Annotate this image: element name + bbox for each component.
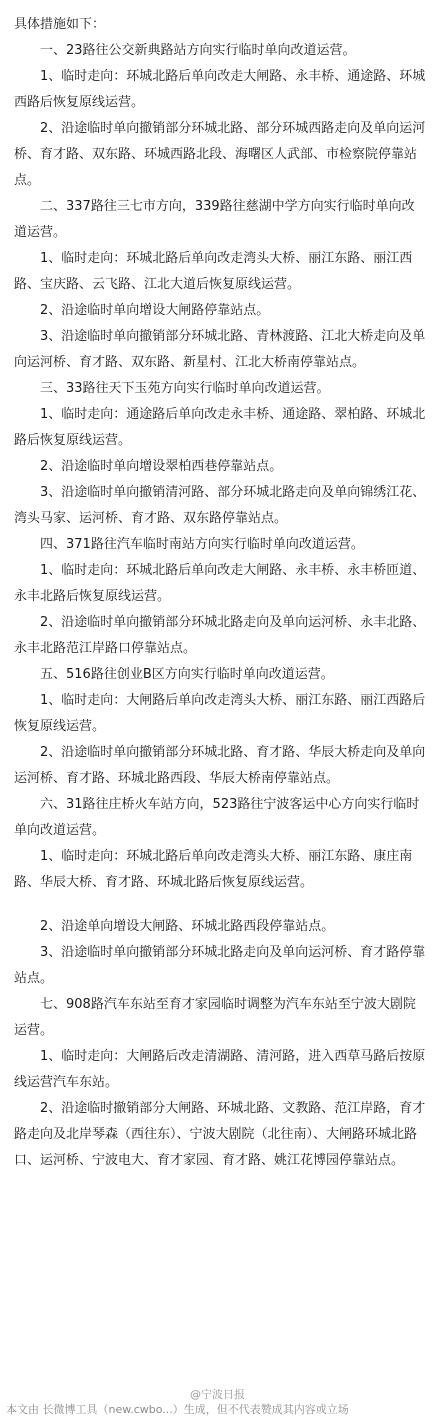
section-item: 1、临时走向：大闸路后改走清湖路、清河路，进入西草马路后按原线运营汽车东站。 <box>14 1049 426 1090</box>
section-heading: 二、337路往三七市方向，339路往慈湖中学方向实行临时单向改道运营。 <box>14 199 415 240</box>
section-5 <box>14 662 426 792</box>
section-item: 2、沿途临时单向撤销部分环城北路、育才路、华辰大桥走向及单向运河桥、育才路、环城北路西段、华辰大桥南停靠站点。 <box>14 745 426 786</box>
section-item: 2、沿途单向增设大闸路、环城北路西段停靠站点。 <box>40 919 335 934</box>
section-heading: 六、31路往庄桥火车站方向，523路往宁波客运中心方向实行临时单向改道运营。 <box>14 797 420 838</box>
section-item: 1、临时走向：环城北路后单向改走湾头大桥、丽江东路、康庄南路、华辰大桥、育才路、环城北路后恢复原线运营。 <box>14 849 413 890</box>
section-1 <box>14 38 426 194</box>
section-item: 2、沿途临时单向撤销部分环城北路走向及单向运河桥、永丰北路、永丰北路范江岸路口停靠站点。 <box>14 615 426 656</box>
section-6 <box>14 792 426 992</box>
blank-line <box>14 896 426 914</box>
section-4 <box>14 532 426 662</box>
section-item: 1、临时走向：环城北路后单向改走大闸路、永丰桥、永丰桥匝道、永丰北路后恢复原线运营。 <box>14 563 426 604</box>
section-item: 3、沿途临时单向撤销部分环城北路、青林渡路、江北大桥走向及单向运河桥、育才路、双东路、新星村、江北大桥南停靠站点。 <box>14 329 426 370</box>
section-heading: 三、33路往天下玉苑方向实行临时单向改道运营。 <box>40 381 330 396</box>
section-heading: 七、908路汽车东站至育才家园临时调整为汽车东站至宁波大剧院运营。 <box>14 997 416 1038</box>
section-item: 2、沿途临时单向增设翠柏西巷停靠站点。 <box>40 459 283 474</box>
intro-text: 具体措施如下： <box>14 17 106 32</box>
section-item: 1、临时走向：大闸路后单向改走湾头大桥、丽江东路、丽江西路后恢复原线运营。 <box>14 693 426 734</box>
section-3 <box>14 376 426 532</box>
section-item: 1、临时走向：环城北路后单向改走大闸路、永丰桥、通途路、环城西路后恢复原线运营。 <box>14 69 426 110</box>
section-item: 1、临时走向：通途路后单向改走永丰桥、通途路、翠柏路、环城北路后恢复原线运营。 <box>14 407 426 448</box>
section-heading: 一、23路往公交新典路站方向实行临时单向改道运营。 <box>40 43 356 58</box>
section-2 <box>14 194 426 376</box>
source-watermark: @宁波日报 <box>190 1388 245 1401</box>
section-7 <box>14 992 426 1174</box>
section-heading: 四、371路往汽车临时南站方向实行临时单向改道运营。 <box>40 537 364 552</box>
section-item: 2、沿途临时单向撤销部分环城北路、部分环城西路走向及单向运河桥、育才路、双东路、环城西路北段、海曙区人武部、市检察院停靠站点。 <box>14 121 426 188</box>
section-item: 2、沿途临时单向增设大闸路停靠站点。 <box>40 303 270 318</box>
section-item: 3、沿途临时单向撤销部分环城北路走向及单向运河桥、育才路停靠站点。 <box>14 945 426 986</box>
section-heading: 五、516路往创业B区方向实行临时单向改道运营。 <box>40 667 334 682</box>
section-item: 1、临时走向：环城北路后单向改走湾头大桥、丽江东路、丽江西路、宝庆路、云飞路、江北大道后恢复原线运营。 <box>14 251 413 292</box>
footer-disclaimer: 本文由 长微博工具（new.cwbo...）生成，但不代表赞成其内容或立场 <box>6 1403 349 1416</box>
section-item: 2、沿途临时撤销部分大闸路、环城北路、文教路、范江岸路，育才路走向及北岸琴森（西往东）、宁波大剧院（北往南）、大闸路环城北路口、运河桥、宁波电大、育才家园、育才路、姚江花博园停靠站点。 <box>14 1101 426 1168</box>
section-item: 3、沿途临时单向撤销清河路、部分环城北路走向及单向锦绣江花、湾头马家、运河桥、育才路、双东路停靠站点。 <box>14 485 426 526</box>
